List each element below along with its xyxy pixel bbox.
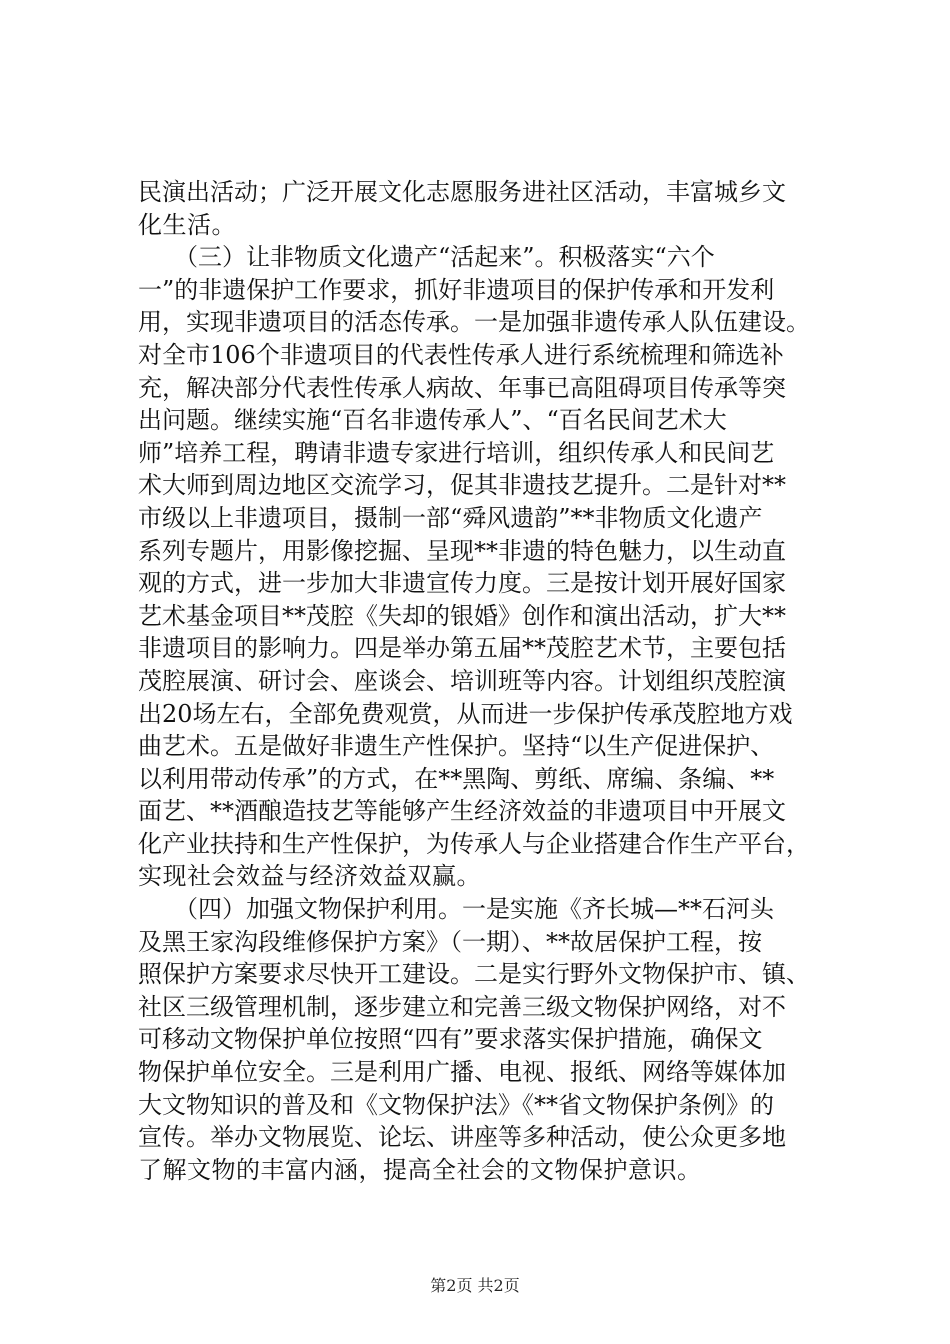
text-line: 照保护方案要求尽快开工建设。二是实行野外文物保护市、镇、 [138, 960, 810, 989]
text-line: 用，实现非遗项目的活态传承。一是加强非遗传承人队伍建设。 [138, 308, 810, 337]
text-line: 实现社会效益与经济效益双赢。 [138, 862, 481, 891]
text-line: 以利用带动传承”的方式，在**黑陶、剪纸、席编、条编、** [138, 764, 775, 793]
text-line: 一”的非遗保护工作要求，抓好非遗项目的保护传承和开发利 [138, 275, 775, 304]
text-line: 出20场左右，全部免费观赏，从而进一步保护传承茂腔地方戏 [138, 699, 793, 728]
text-line: 民演出活动；广泛开展文化志愿服务进社区活动，丰富城乡文 [138, 178, 786, 206]
text-line: 师”培养工程，聘请非遗专家进行培训，组织传承人和民间艺 [138, 438, 775, 467]
page-footer: 第2页 共2页 [430, 1276, 520, 1295]
text-line: 及黑王家沟段维修保护方案》（一期）、**故居保护工程，按 [138, 927, 762, 956]
text-line: 系列专题片，用影像挖掘、呈现**非遗的特色魅力，以生动直 [138, 536, 786, 565]
text-line: 社区三级管理机制，逐步建立和完善三级文物保护网络，对不 [138, 992, 786, 1021]
text-line: 可移动文物保护单位按照“四有”要求落实保护措施，确保文 [138, 1025, 763, 1054]
text-line: 化生活。 [138, 210, 236, 239]
text-line: 市级以上非遗项目，摄制一部“舜风遗韵”**非物质文化遗产 [138, 503, 763, 532]
text-line: 曲艺术。五是做好非遗生产性保护。坚持“以生产促进保护、 [138, 732, 775, 761]
text-line: 对全市106个非遗项目的代表性传承人进行系统梳理和筛选补 [138, 340, 784, 369]
document-body [138, 176, 850, 1186]
text-line: 非遗项目的影响力。四是举办第五届**茂腔艺术节，主要包括 [138, 634, 786, 663]
text-line: 大文物知识的普及和《文物保护法》《**省文物保护条例》的 [138, 1090, 774, 1119]
text-line: 面艺、**酒酿造技艺等能够产生经济效益的非遗项目中开展文 [138, 797, 786, 826]
text-line: 充，解决部分代表性传承人病故、年事已高阻碍项目传承等突 [138, 373, 786, 402]
text-line: 术大师到周边地区交流学习，促其非遗技艺提升。二是针对** [138, 471, 786, 500]
text-line: （三）让非物质文化遗产“活起来”。积极落实“六个 [138, 243, 715, 272]
text-line: （四）加强文物保护利用。一是实施《齐长城—**石河头 [138, 895, 774, 924]
text-line: 宣传。举办文物展览、论坛、讲座等多种活动，使公众更多地 [138, 1123, 786, 1152]
text-line: 物保护单位安全。三是利用广播、电视、报纸、网络等媒体加 [138, 1058, 786, 1087]
text-line: 艺术基金项目**茂腔《失却的银婚》创作和演出活动，扩大** [138, 601, 786, 630]
text-line: 化产业扶持和生产性保护，为传承人与企业搭建合作生产平台， [138, 829, 810, 858]
text-line: 出问题。继续实施“百名非遗传承人”、“百名民间艺术大 [138, 406, 727, 435]
text-line: 了解文物的丰富内涵，提高全社会的文物保护意识。 [138, 1155, 702, 1184]
text-line: 茂腔展演、研讨会、座谈会、培训班等内容。计划组织茂腔演 [138, 666, 786, 695]
text-line: 观的方式，进一步加大非遗宣传力度。三是按计划开展好国家 [138, 569, 786, 598]
